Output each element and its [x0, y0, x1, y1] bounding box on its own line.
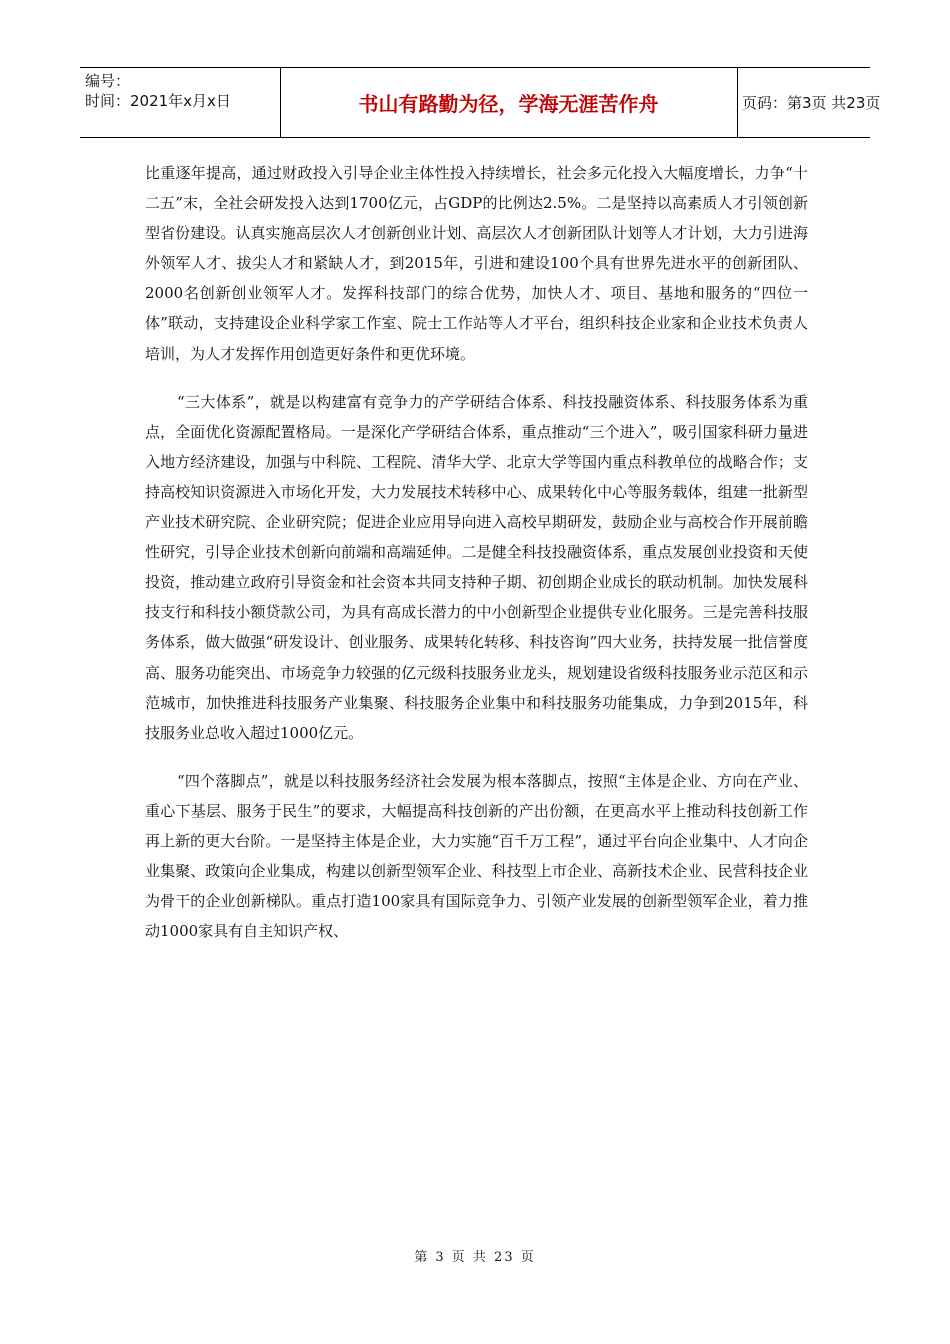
header-meta-cell: [80, 68, 281, 137]
document-date: 时间：2021年x月x日: [85, 92, 231, 110]
document-number: 编号：: [85, 72, 131, 90]
paragraph: “四个落脚点”，就是以科技服务经济社会发展为根本落脚点，按照“主体是企业、方向在产业、重心下基层、服务于民生”的要求，大幅提高科技创新的产出份额，在更高水平上推动科技创新工作再上新的更大台阶。一是坚持主体是企业，大力实施“百千万工程”，通过平台向企业集中、人才向企业集聚、政策向企业集成，构建以创新型领军企业、科技型上市企业、高新技术企业、民营科技企业为骨干的企业创新梯队。重点打造100家具有国际竞争力、引领产业发展的创新型领军企业，着力推动1000家具有自主知识产权、: [145, 771, 808, 941]
header-motto-cell: [280, 68, 738, 137]
paragraph: 比重逐年提高，通过财政投入引导企业主体性投入持续增长，社会多元化投入大幅度增长，力争“十二五”末，全社会研发投入达到1700亿元，占GDP的比例达2.5%。二是坚持以高素质人才引领创新型省份建设。认真实施高层次人才创新创业计划、高层次人才创新团队计划等人才计划，大力引进海外领军人才、拔尖人才和紧缺人才，到2015年，引进和建设100个具有世界先进水平的创新团队、2000名创新创业领军人才。发挥科技部门的综合优势，加快人才、项目、基地和服务的“四位一体”联动，支持建设企业科学家工作室、院士工作站等人才平台，组织科技企业家和企业技术负责人培训，为人才发挥作用创造更好条件和更优环境。: [145, 164, 808, 363]
page-footer: 第 3 页 共 23 页: [414, 1250, 536, 1265]
header-motto: 书山有路勤为径，学海无涯苦作舟: [358, 92, 659, 116]
header-page-number: 页码：第3页 共23页: [742, 94, 881, 112]
header-page-cell: [738, 68, 881, 137]
document-header: [80, 67, 881, 138]
document-body: [145, 158, 808, 946]
paragraph: “三大体系”，就是以构建富有竞争力的产学研结合体系、科技投融资体系、科技服务体系为重点，全面优化资源配置格局。一是深化产学研结合体系，重点推动“三个进入”，吸引国家科研力量进入地方经济建设，加强与中科院、工程院、清华大学、北京大学等国内重点科教单位的战略合作；支持高校知识资源进入市场化开发，大力发展技术转移中心、成果转化中心等服务载体，组建一批新型产业技术研究院、企业研究院；促进企业应用导向进入高校早期研发，鼓励企业与高校合作开展前瞻性研究，引导企业技术创新向前端和高端延伸。二是健全科技投融资体系，重点发展创业投资和天使投资，推动建立政府引导资金和社会资本共同支持种子期、初创期企业成长的联动机制。加快发展科技支行和科技小额贷款公司，为具有高成长潜力的中小创新型企业提供专业化服务。三是完善科技服务体系，做大做强“研发设计、创业服务、成果转化转移、科技咨询”四大业务，扶持发展一批信誉度高、服务功能突出、市场竞争力较强的亿元级科技服务业龙头，规划建设省级科技服务业示范区和示范城市，加快推进科技服务产业集聚、科技服务企业集中和科技服务功能集成，力争到2015年，科技服务业总收入超过1000亿元。: [145, 392, 808, 742]
